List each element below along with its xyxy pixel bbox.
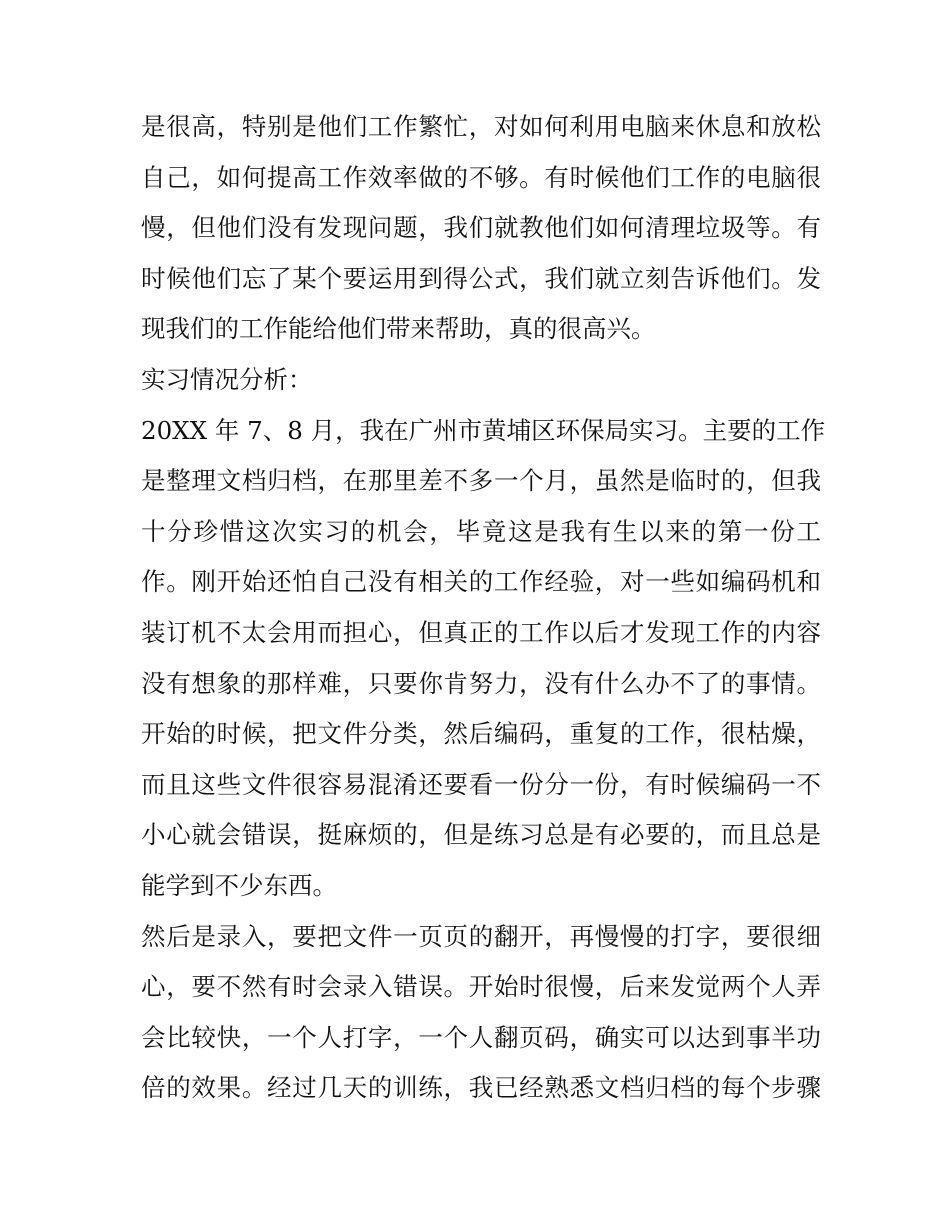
text-line: 会比较快，一个人打字，一个人翻页码，确实可以达到事半功 xyxy=(141,1022,821,1052)
text-line: 小心就会错误，挺麻烦的，但是练习总是有必要的，而且总是 xyxy=(141,820,821,850)
text-line: 时候他们忘了某个要运用到得公式，我们就立刻告诉他们。发 xyxy=(141,263,821,293)
text-line: 是很高，特别是他们工作繁忙，对如何利用电脑来休息和放松 xyxy=(141,112,821,141)
text-line: 十分珍惜这次实习的机会，毕竟这是我有生以来的第一份工 xyxy=(141,516,821,546)
text-line: 慢，但他们没有发现问题，我们就教他们如何清理垃圾等。有 xyxy=(141,213,821,243)
text-line: 装订机不太会用而担心，但真正的工作以后才发现工作的内容 xyxy=(141,617,821,647)
text-line: 开始的时候，把文件分类，然后编码，重复的工作，很枯燥， xyxy=(141,719,821,749)
text-line: 没有想象的那样难，只要你肯努力，没有什么办不了的事情。 xyxy=(141,668,821,698)
text-line: 现我们的工作能给他们带来帮助，真的很高兴。 xyxy=(141,314,656,344)
text-line: 作。刚开始还怕自己没有相关的工作经验，对一些如编码机和 xyxy=(141,567,821,597)
body-text xyxy=(141,102,826,1114)
text-line: 能学到不少东西。 xyxy=(141,870,337,900)
text-line: 自己，如何提高工作效率做的不够。有时候他们工作的电脑很 xyxy=(141,162,821,192)
text-line: 心，要不然有时会录入错误。开始时很慢，后来发觉两个人弄 xyxy=(141,972,821,1002)
section-heading: 实习情况分析： xyxy=(141,364,313,394)
text-line: 是整理文档归档，在那里差不多一个月，虽然是临时的，但我 xyxy=(141,466,821,496)
text-line: 然后是录入，要把文件一页页的翻开，再慢慢的打字，要很细 xyxy=(141,921,821,951)
text-line: 而且这些文件很容易混淆还要看一份分一份，有时候编码一不 xyxy=(141,769,821,799)
text-line: 20XX 年 7、8 月，我在广州市黄埔区环保局实习。主要的工作 xyxy=(141,415,826,445)
text-line: 倍的效果。经过几天的训练，我已经熟悉文档归档的每个步骤 xyxy=(141,1073,821,1103)
